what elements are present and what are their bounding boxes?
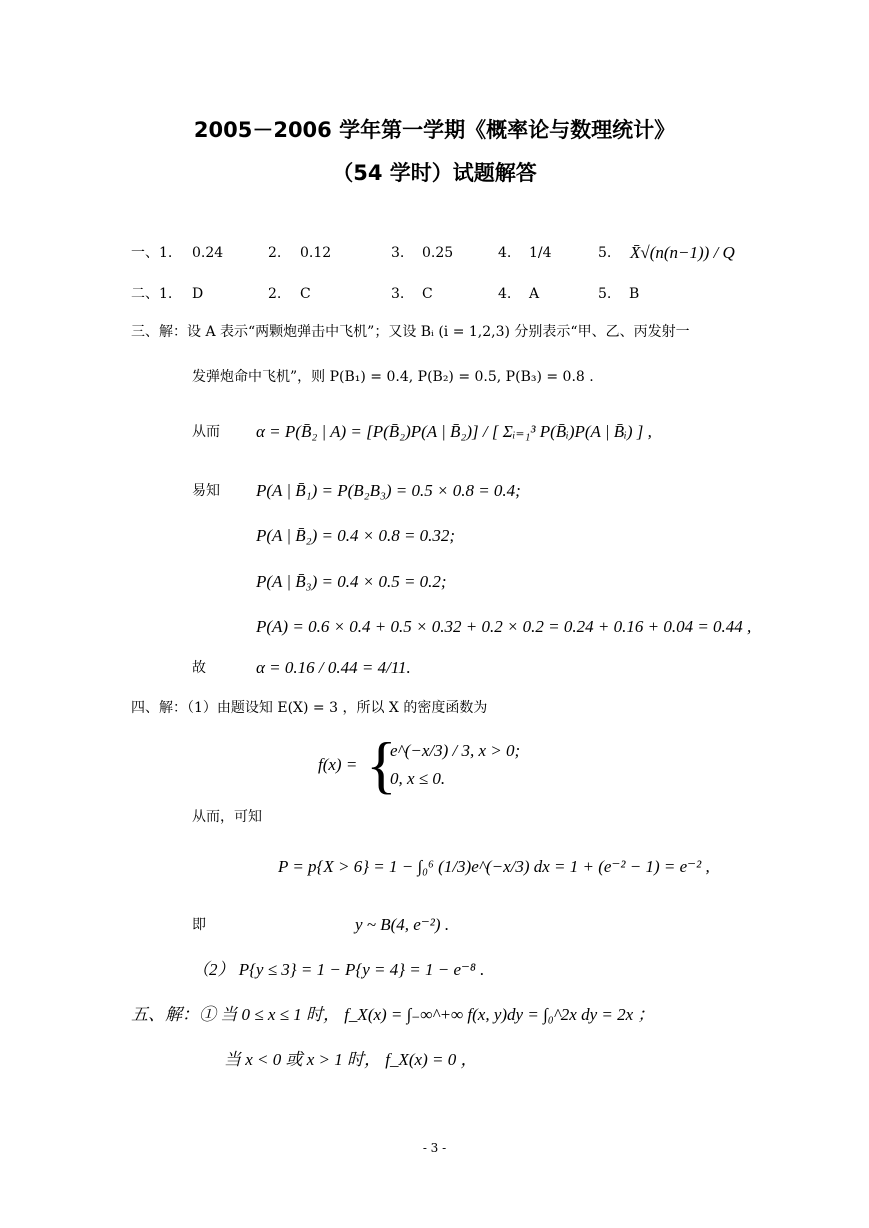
section2-num-5: 5. <box>598 286 612 302</box>
section4-fx-case-2: 0, x ≤ 0. <box>390 769 446 788</box>
section2-label: 二、1. <box>131 286 173 302</box>
section1-answer-4: 1/4 <box>529 245 552 261</box>
section3-gu-label: 故 <box>192 660 206 676</box>
section1-num-2: 2. <box>268 245 282 261</box>
section4-p-expr: P = p{X > 6} = 1 − ∫₀⁶ (1/3)e^(−x/3) dx = 1 + (e⁻² − 1) = e⁻² , <box>278 857 710 876</box>
section3-alpha-formula: α = P(B̄₂ | A) = [P(B̄₂)P(A | B̄₂)] / [ Σᵢ₌₁³ P(B̄ᵢ)P(A | B̄ᵢ) ] , <box>256 422 652 441</box>
section3-yz-label: 易知 <box>192 483 220 499</box>
section3-line-2: 发弹炮命中飞机”，则 P(B₁) = 0.4, P(B₂) = 0.5, P(B₃) = 0.8 . <box>192 369 594 385</box>
section3-yz-3: P(A | B̄₃) = 0.4 × 0.5 = 0.2; <box>256 572 447 591</box>
section1-num-3: 3. <box>391 245 405 261</box>
section4-fx-lhs: f(x) = <box>318 755 358 774</box>
section3-line-1: 三、解：设 A 表示“两颗炮弹击中飞机”；又设 Bᵢ (i = 1,2,3) 分别表示“甲、乙、丙发射一 <box>131 324 690 340</box>
section5-line-1: 五、解：① 当 0 ≤ x ≤ 1 时， f_X(x) = ∫₋∞^+∞ f(x, y)dy = ∫₀^2x dy = 2x ； <box>131 1005 655 1024</box>
section2-num-2: 2. <box>268 286 282 302</box>
section2-answer-4: A <box>529 286 540 302</box>
section4-fx-case-1: e^(−x/3) / 3, x > 0; <box>390 741 521 760</box>
section2-answer-1: D <box>192 286 204 302</box>
section2-num-3: 3. <box>391 286 405 302</box>
section2-answer-2: C <box>300 286 311 302</box>
section1-answer-2: 0.12 <box>300 245 332 261</box>
page-number: - 3 - <box>422 1141 447 1155</box>
section1-answer-1: 0.24 <box>192 245 224 261</box>
section3-yz-2: P(A | B̄₂) = 0.4 × 0.8 = 0.32; <box>256 526 456 545</box>
section1-num-5: 5. <box>598 245 612 261</box>
section1-answer-5: X̄√(n(n−1)) / Q <box>630 243 735 262</box>
section1-num-4: 4. <box>498 245 512 261</box>
section2-num-4: 4. <box>498 286 512 302</box>
title-line-1: 2005－2006 学年第一学期《概率论与数理统计》 <box>193 118 676 142</box>
section3-yz-1: P(A | B̄₁) = P(B₂B₃) = 0.5 × 0.8 = 0.4; <box>256 481 521 500</box>
section2-answer-3: C <box>422 286 433 302</box>
section3-pa: P(A) = 0.6 × 0.4 + 0.5 × 0.32 + 0.2 × 0.2 = 0.24 + 0.16 + 0.04 = 0.44 , <box>256 617 752 636</box>
section2-answer-5: B <box>629 286 640 302</box>
section1-answer-3: 0.25 <box>422 245 454 261</box>
section4-ji-label: 即 <box>192 917 206 933</box>
section1-label: 一、1. <box>131 245 173 261</box>
section4-cong-ke: 从而，可知 <box>192 809 262 825</box>
section4-fx-brace: { <box>366 729 397 800</box>
title-line-2: （54 学时）试题解答 <box>332 161 537 185</box>
section3-cong-label: 从而 <box>192 424 220 440</box>
section5-line-2: 当 x < 0 或 x > 1 时， f_X(x) = 0 ， <box>224 1050 478 1069</box>
section3-gu-expr: α = 0.16 / 0.44 = 4/11. <box>256 658 411 677</box>
section4-line-1: 四、解：（1）由题设知 E(X) = 3 ，所以 X 的密度函数为 <box>131 700 488 716</box>
section4-part-2: （2） P{y ≤ 3} = 1 − P{y = 4} = 1 − e⁻⁸ . <box>192 960 485 979</box>
section4-ji-expr: y ~ B(4, e⁻²) . <box>355 915 450 934</box>
